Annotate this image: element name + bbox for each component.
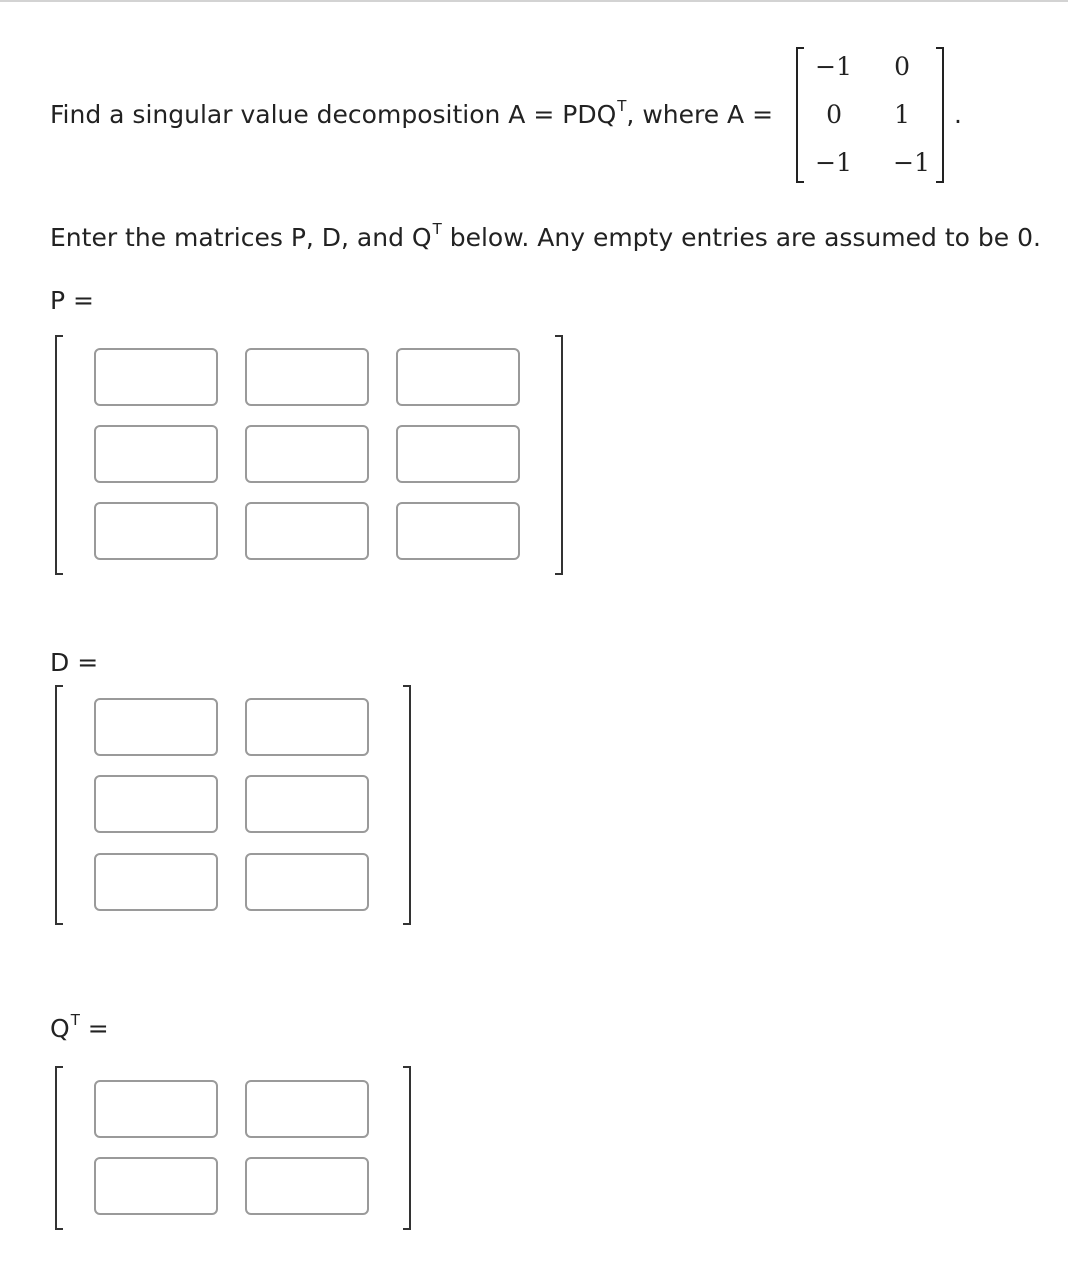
p-left-bracket	[55, 335, 63, 575]
matrix-a-cell: −1	[893, 148, 930, 177]
d-entry-r1c1[interactable]	[94, 698, 218, 756]
prompt-period: .	[954, 100, 962, 129]
matrix-a-cell: 0	[894, 52, 910, 81]
top-divider	[0, 0, 1068, 2]
qt-label-equals: =	[79, 1014, 109, 1043]
d-right-bracket	[403, 685, 411, 925]
qt-left-bracket	[55, 1066, 63, 1230]
prompt-text: Find a singular value decomposition A = PDQ	[50, 100, 617, 129]
p-entry-r2c2[interactable]	[245, 425, 369, 483]
matrix-a-cell: −1	[815, 148, 852, 177]
p-entry-r1c1[interactable]	[94, 348, 218, 406]
p-entry-r3c3[interactable]	[396, 502, 520, 560]
matrix-a-right-bracket	[936, 47, 944, 183]
prompt-superscript: T	[617, 97, 627, 115]
qt-entry-r1c1[interactable]	[94, 1080, 218, 1138]
instruction-superscript: T	[432, 220, 442, 238]
p-entry-r1c3[interactable]	[396, 348, 520, 406]
instruction-text	[50, 222, 1041, 257]
p-entry-r2c1[interactable]	[94, 425, 218, 483]
p-label: P =	[50, 286, 94, 315]
prompt-text-suffix: , where A =	[626, 100, 774, 129]
instruction-prefix: Enter the matrices P, D, and Q	[50, 223, 432, 252]
qt-label	[50, 1013, 109, 1048]
d-entry-r1c2[interactable]	[245, 698, 369, 756]
qt-entry-r2c1[interactable]	[94, 1157, 218, 1215]
qt-right-bracket	[403, 1066, 411, 1230]
qt-entry-r1c2[interactable]	[245, 1080, 369, 1138]
matrix-a-cell: −1	[815, 52, 852, 81]
p-entry-r3c2[interactable]	[245, 502, 369, 560]
d-entry-r3c2[interactable]	[245, 853, 369, 911]
d-entry-r3c1[interactable]	[94, 853, 218, 911]
question-prompt	[50, 99, 773, 134]
qt-label-base: Q	[50, 1014, 70, 1043]
matrix-a	[796, 47, 944, 183]
qt-entry-r2c2[interactable]	[245, 1157, 369, 1215]
p-right-bracket	[555, 335, 563, 575]
qt-label-superscript: T	[70, 1011, 80, 1029]
p-entry-r3c1[interactable]	[94, 502, 218, 560]
matrix-a-cell: 1	[894, 100, 910, 129]
d-label: D =	[50, 648, 99, 677]
matrix-a-cell: 0	[826, 100, 842, 129]
instruction-suffix: below. Any empty entries are assumed to be 0.	[441, 223, 1041, 252]
d-entry-r2c2[interactable]	[245, 775, 369, 833]
p-entry-r1c2[interactable]	[245, 348, 369, 406]
d-entry-r2c1[interactable]	[94, 775, 218, 833]
p-entry-r2c3[interactable]	[396, 425, 520, 483]
d-left-bracket	[55, 685, 63, 925]
